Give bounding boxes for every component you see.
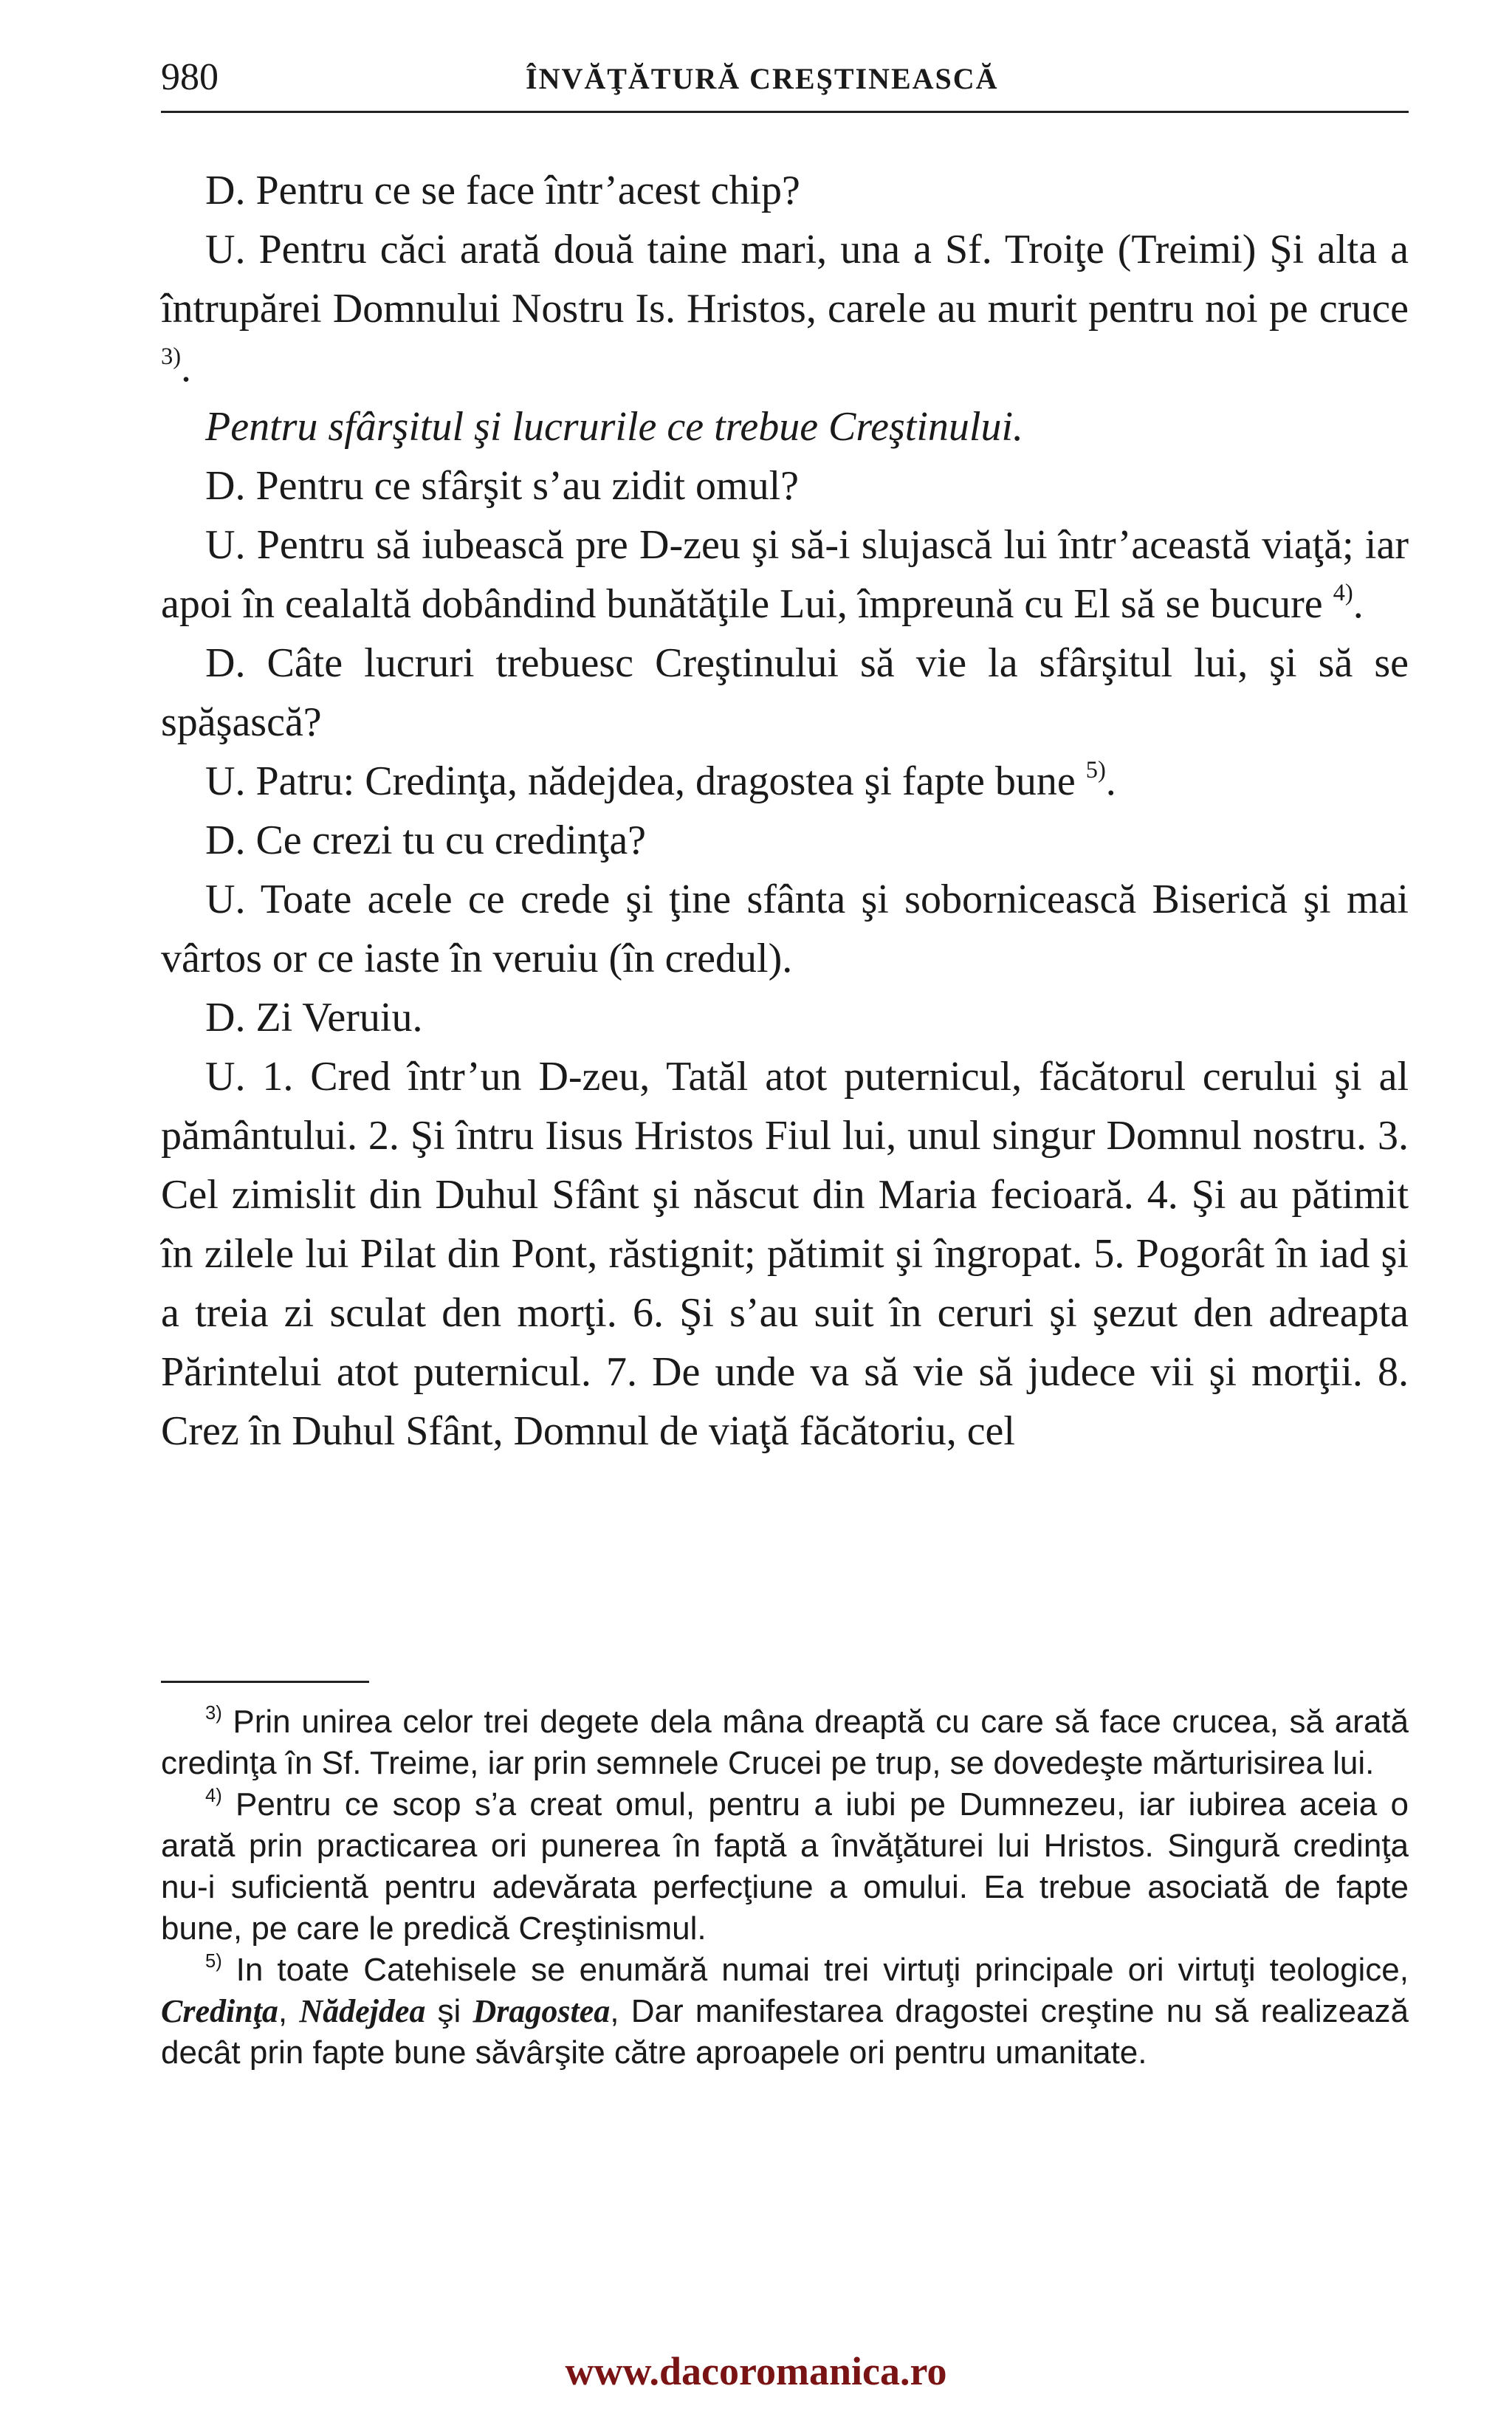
footnote-ref-4: 4) (1333, 580, 1353, 607)
paragraph-answer-4: U. Toate acele ce crede şi ţine sfânta şi sobornicească Biserică şi mai vârtos or ce iaste în veruiu (în credul). (161, 877, 1409, 981)
main-text (161, 161, 1409, 1461)
header-rule (161, 111, 1409, 113)
paragraph-question-2: D. Pentru ce sfârşit s’au zidit omul? (205, 463, 800, 509)
virtue-love: Dragostea (472, 1993, 611, 2029)
footnote-ref-3: 3) (161, 343, 182, 371)
paragraph-question-5: D. Zi Veruiu. (205, 995, 423, 1040)
page-number: 980 (161, 56, 219, 98)
paragraph-answer-1: U. Pentru căci arată două taine mari, una a Sf. Troiţe (Treimi) Şi alta a întrupărei Domnului Nostru Is. Hristos, carele au murit pentru noi pe cruce $^{3)}$. (161, 227, 1409, 391)
footnote-marker-5: 5) (205, 1950, 222, 1972)
footnotes (161, 1701, 1409, 2074)
virtue-hope: Nădejdea (299, 1993, 426, 2029)
footnote-4: $^{4)}$ Pentru ce scop s’a creat omul, pentru a iubi pe Dumnezeu, iar iubirea aceia o arată prin practicarea ori punerea în faptă a învăţăturei lui Hristos. Singură credinţa nu-i suficientă pentru adevărata perfecţiune a omului. Ea trebue asociată de fapte bune, pe care le predică Creştinismul. (161, 1785, 1409, 1947)
paragraph-question-3: D. Câte lucruri trebuesc Creştinului să vie la sfârşitul lui, şi să se spăşască? (161, 640, 1409, 745)
footnote-marker-3: 3) (205, 1702, 222, 1724)
paragraph-question-4: D. Ce crezi tu cu credinţa? (205, 817, 647, 863)
running-title: ÎNVĂŢĂTURĂ CREŞTINEASCĂ (526, 62, 999, 95)
footnote-5: $^{5)}$ In toate Catehisele se enumără numai trei virtuţi principale ori virtuţi teologice, Credinţa, Nădejdea şi Dragostea, Dar manifestarea dragostei creştine nu să realizează decât prin fapte bune săvârşite către aproapele ori pentru umanitate. (161, 1950, 1409, 2071)
footnote-marker-4: 4) (205, 1785, 222, 1806)
paragraph-answer-2: U. Pentru să iubească pre D-zeu şi să-i slujască lui într’această viaţă; iar apoi în cealaltă dobândind bunătăţile Lui, împreună cu El să se bucure $^{4)}$. (161, 522, 1409, 627)
paragraph-answer-3: U. Patru: Credinţa, nădejdea, dragostea şi fapte bune $^{5)}$. (205, 757, 1116, 804)
paragraph-question-1: D. Pentru ce se face într’acest chip? (205, 168, 800, 213)
footnote-rule (161, 1681, 369, 1683)
footnote-3: $^{3)}$ Prin unirea celor trei degete dela mâna dreaptă cu care să face crucea, să arată credinţa în Sf. Treime, iar prin semnele Crucei pe trup, se dovedeşte mărturisirea lui. (161, 1702, 1409, 1781)
section-heading: Pentru sfârşitul şi lucrurile ce trebue Creştinului. (205, 404, 1023, 450)
virtue-faith: Credinţa (161, 1993, 278, 2029)
paragraph-answer-5-creed: U. 1. Cred într’un D-zeu, Tatăl atot puternicul, făcătorul cerului şi al pământului. 2. Şi întru Iisus Hristos Fiul lui, unul singur Domnul nostru. 3. Cel zimislit din Duhul Sfânt şi născut din Maria fecioară. 4. Şi au pătimit în zilele lui Pilat din Pont, răstignit; pătimit şi îngropat. 5. Pogorât în iad şi a treia zi sculat den morţi. 6. Şi s’au suit în ceruri şi şezut den adreapta Părintelui atot puternicul. 7. De unde va să vie să judece vii şi morţii. 8. Crez în Duhul Sfânt, Domnul de viaţă făcătoriu, cel (161, 1054, 1409, 1454)
page-header (161, 52, 1409, 111)
footer-website: www.dacoromanica.ro (565, 2349, 947, 2393)
footnote-ref-5: 5) (1085, 757, 1106, 784)
